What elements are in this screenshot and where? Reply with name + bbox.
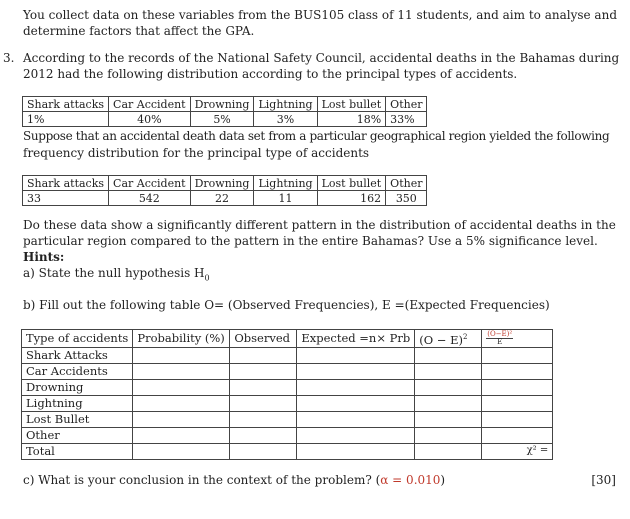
part-b: b) Fill out the following table O= (Observed Frequencies), E =(Expected Frequencies) (23, 298, 550, 312)
input-cell[interactable] (482, 395, 553, 411)
national-distribution-table (22, 96, 427, 127)
input-cell[interactable] (133, 379, 230, 395)
table-row (22, 427, 553, 443)
header-cell: Drowning (190, 97, 254, 112)
value-cell: 162 (317, 191, 386, 206)
regional-frequency-table (22, 175, 427, 206)
input-cell[interactable] (230, 363, 297, 379)
header-cell: Other (386, 176, 427, 191)
question-line-1: According to the records of the National Safety Council, accidental deaths in the Bahamas during (23, 51, 620, 65)
part-a-subscript: 0 (204, 273, 210, 283)
header-cell: Car Accident (109, 176, 191, 191)
input-cell[interactable] (482, 363, 553, 379)
input-cell[interactable] (297, 411, 415, 427)
value-cell: 5% (190, 112, 254, 127)
header-cell: Car Accident (109, 97, 191, 112)
intro-line-2: determine factors that affect the GPA. (23, 24, 255, 38)
input-cell[interactable] (230, 347, 297, 363)
input-cell[interactable] (297, 379, 415, 395)
input-cell[interactable] (133, 427, 230, 443)
input-cell[interactable] (133, 395, 230, 411)
table-row (22, 363, 553, 379)
table-row (23, 191, 427, 206)
input-cell[interactable] (482, 411, 553, 427)
marks-total: [30] (591, 473, 616, 487)
value-cell: 350 (386, 191, 427, 206)
part-c-text: c) What is your conclusion in the context of the problem? ( (23, 473, 381, 487)
input-cell[interactable] (230, 411, 297, 427)
value-cell: 22 (190, 191, 254, 206)
input-cell[interactable] (297, 443, 415, 459)
value-cell: 3% (254, 112, 317, 127)
input-cell[interactable] (297, 395, 415, 411)
header-type: Type of accidents (22, 330, 133, 348)
header-cell: Lost bullet (317, 176, 386, 191)
header-expected: Expected =n× Prb (297, 330, 415, 348)
header-ratio (482, 330, 553, 348)
header-observed: Observed (230, 330, 297, 348)
table-row-total (22, 443, 553, 459)
intro-line-1: You collect data on these variables from the BUS105 class of 11 students, and aim to analyse and (23, 8, 617, 22)
input-cell[interactable] (297, 427, 415, 443)
row-label: Lightning (22, 395, 133, 411)
table-row (22, 411, 553, 427)
row-label: Shark Attacks (22, 347, 133, 363)
input-cell[interactable] (415, 347, 482, 363)
diff-squared-exponent: 2 (462, 333, 468, 341)
suppose-line-2: frequency distribution for the principal type of accidents (23, 146, 370, 160)
diff-squared-text: (O − E) (419, 332, 463, 347)
value-cell: 33 (23, 191, 109, 206)
suppose-line-1: Suppose that an accidental death data set from a particular geographical region yielded the following (23, 129, 610, 143)
table-row (23, 112, 427, 127)
table-row (22, 347, 553, 363)
row-label: Other (22, 427, 133, 443)
table-row (22, 395, 553, 411)
header-diff-squared (415, 330, 482, 348)
hints-label: Hints: (23, 250, 65, 264)
prompt-line-2: particular region compared to the pattern in the entire Bahamas? Use a 5% significance level. (23, 234, 598, 248)
table-header-row (23, 176, 427, 191)
value-cell: 18% (317, 112, 386, 127)
part-c-close: ) (440, 473, 446, 487)
header-cell: Drowning (190, 176, 254, 191)
input-cell[interactable] (133, 411, 230, 427)
header-probability: Probability (%) (133, 330, 230, 348)
input-cell[interactable] (133, 443, 230, 459)
part-c (23, 473, 445, 488)
input-cell[interactable] (415, 443, 482, 459)
input-cell[interactable] (297, 363, 415, 379)
part-a (23, 266, 210, 285)
table-header-row (22, 330, 553, 348)
input-cell[interactable] (415, 427, 482, 443)
header-cell: Shark attacks (23, 97, 109, 112)
value-cell: 542 (109, 191, 191, 206)
input-cell[interactable] (230, 427, 297, 443)
input-cell[interactable] (415, 379, 482, 395)
row-label: Total (22, 443, 133, 459)
chi-square-cell[interactable]: χ² = (482, 443, 553, 459)
input-cell[interactable] (133, 363, 230, 379)
header-cell: Lightning (254, 176, 317, 191)
value-cell: 33% (386, 112, 427, 127)
input-cell[interactable] (297, 347, 415, 363)
header-cell: Other (386, 97, 427, 112)
part-a-text: a) State the null hypothesis H (23, 266, 205, 280)
input-cell[interactable] (230, 379, 297, 395)
prompt-line-1: Do these data show a significantly different pattern in the distribution of accidental deaths in the (23, 218, 616, 232)
ratio-fraction (486, 331, 513, 346)
value-cell: 11 (254, 191, 317, 206)
ratio-denominator: E (497, 338, 503, 347)
input-cell[interactable] (230, 395, 297, 411)
question-number: 3. (3, 51, 15, 65)
row-label: Drowning (22, 379, 133, 395)
row-label: Lost Bullet (22, 411, 133, 427)
header-cell: Lightning (254, 97, 317, 112)
input-cell[interactable] (133, 347, 230, 363)
row-label: Car Accidents (22, 363, 133, 379)
input-cell[interactable] (415, 395, 482, 411)
value-cell: 1% (23, 112, 109, 127)
header-cell: Lost bullet (317, 97, 386, 112)
table-header-row (23, 97, 427, 112)
chi-square-table (21, 329, 553, 460)
input-cell[interactable] (415, 411, 482, 427)
input-cell[interactable] (415, 363, 482, 379)
part-c-alpha: α = 0.010 (380, 473, 441, 487)
ratio-numerator: (O−E)² (487, 330, 513, 339)
input-cell[interactable] (482, 347, 553, 363)
question-line-2: 2012 had the following distribution according to the principal types of accidents. (23, 67, 518, 81)
input-cell[interactable] (482, 427, 553, 443)
input-cell[interactable] (230, 443, 297, 459)
table-row (22, 379, 553, 395)
value-cell: 40% (109, 112, 191, 127)
header-cell: Shark attacks (23, 176, 109, 191)
input-cell[interactable] (482, 379, 553, 395)
